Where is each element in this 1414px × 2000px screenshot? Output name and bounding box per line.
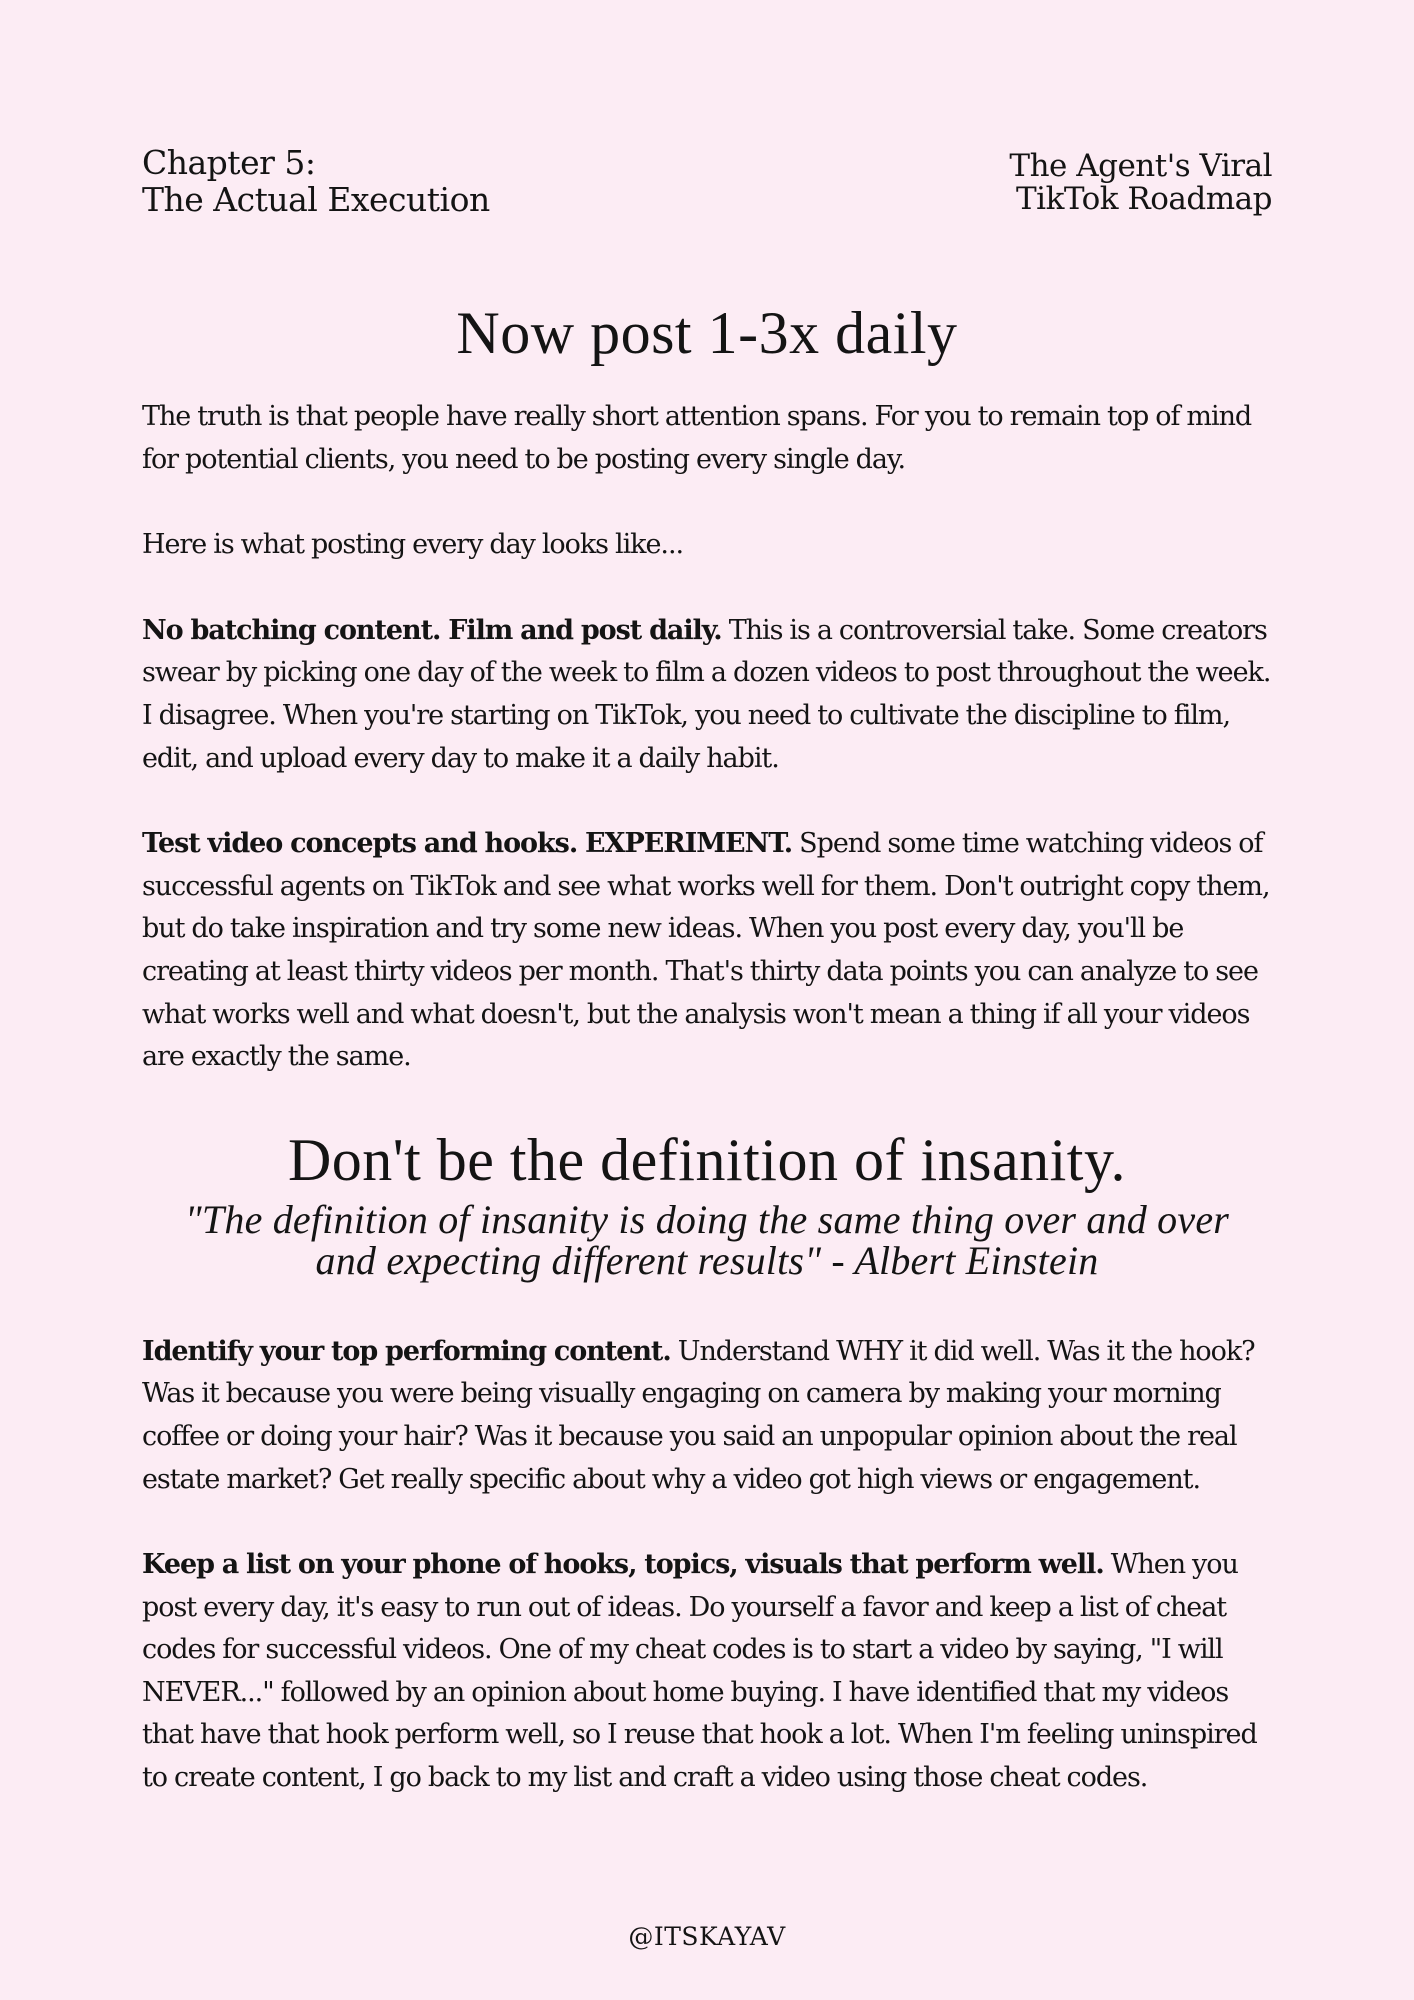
quote-line-1: "The definition of insanity is doing the same thing over and over: [184, 1196, 1230, 1242]
lead-in-paragraph: Here is what posting every day looks like...: [142, 529, 684, 561]
section-heading-insanity: Don't be the definition of insanity.: [287, 1126, 1127, 1193]
chapter-number: Chapter 5:: [142, 143, 316, 182]
section-heading-posting: Now post 1-3x daily: [456, 300, 958, 366]
experiment-paragraph: [142, 823, 1272, 1079]
experiment-text: Spend some time watching videos of successful agents on TikTok and see what works well for them. Don't outright copy them, but do take inspiration and try some new ideas. When you post every day, you'll be creating at least thirty videos per month. That's thirty data points you can analyze to see what works well and what doesn't, but the analysis won't mean a thing if all your videos are exactly the same.: [142, 828, 1270, 1073]
main-content: [142, 296, 1272, 1843]
intro-paragraph: The truth is that people have really short attention spans. For you to remain top of mind for potential clients, you need to be posting every single day.: [142, 401, 1252, 475]
chapter-header: [142, 144, 490, 218]
einstein-quote: [142, 1196, 1272, 1283]
batching-paragraph: [142, 610, 1272, 780]
list-lead: Keep a list on your phone of hooks, topics, visuals that perform well.: [142, 1549, 1104, 1581]
book-title-line2: TikTok Roadmap: [1015, 181, 1272, 217]
list-text: When you post every day, it's easy to run out of ideas. Do yourself a favor and keep a list of cheat codes for successful videos. One of my cheat codes is to start a video by saying, "I will NEVER..." followed by an opinion about home buying. I have identified that my videos that have that hook perform well, so I reuse that hook a lot. When I'm feeling uninspired to create content, I go back to my list and craft a video using those cheat codes.: [142, 1549, 1257, 1794]
quote-line-2: and expecting different results" - Albert Einstein: [315, 1237, 1099, 1283]
batching-lead: No batching content. Film and post daily.: [142, 614, 722, 646]
book-title-line1: The Agent's Viral: [1009, 148, 1272, 184]
list-paragraph: [142, 1544, 1272, 1800]
chapter-title: The Actual Execution: [142, 180, 490, 219]
top-content-text: Understand WHY it did well. Was it the hook? Was it because you were being visually engaging on camera by making your morning coffee or doing your hair? Was it because you said an unpopular opinion about the real estate market? Get really specific about why a video got high views or engagement.: [142, 1335, 1255, 1495]
batching-text: This is a controversial take. Some creators swear by picking one day of the week to film a dozen videos to post throughout the week. I disagree. When you're starting on TikTok, you need to cultivate the discipline to film, edit, and upload every day to make it a daily habit.: [142, 614, 1271, 774]
author-handle: @ITSKAYAV: [628, 1922, 786, 1951]
book-title-header: [1009, 150, 1272, 216]
top-content-paragraph: [142, 1331, 1272, 1501]
experiment-lead: Test video concepts and hooks. EXPERIMENT.: [142, 828, 793, 860]
top-content-lead: Identify your top performing content.: [142, 1335, 671, 1367]
